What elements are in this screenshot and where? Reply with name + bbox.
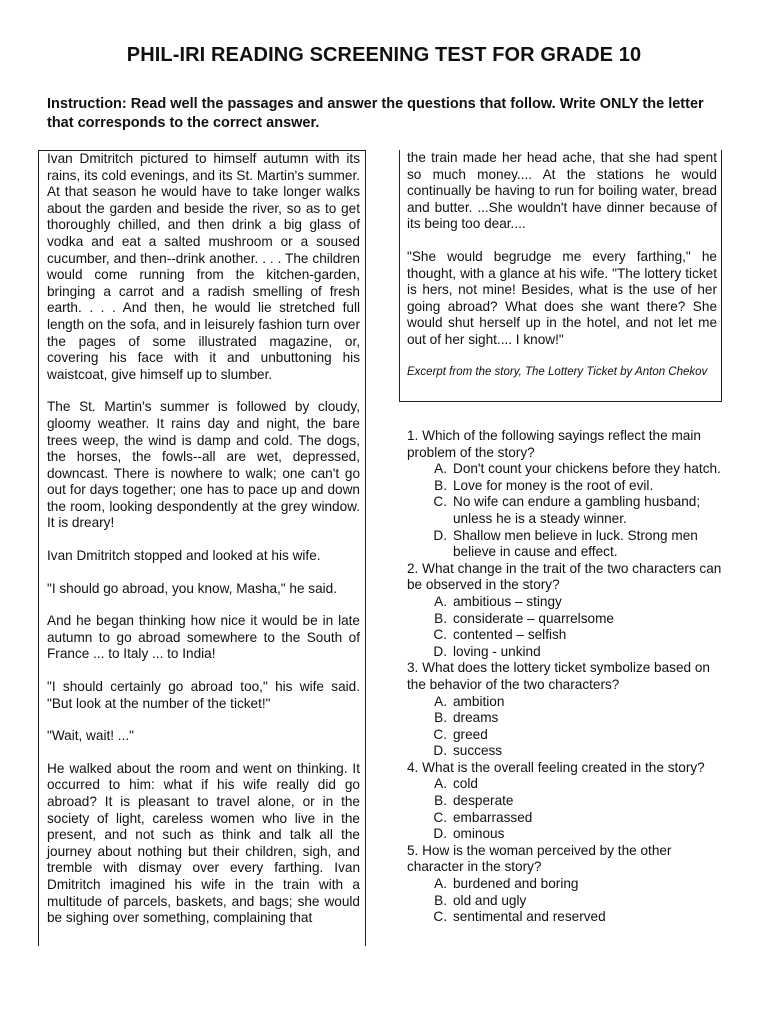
option-text: burdened and boring	[453, 876, 579, 892]
question-stem: 5. How is the woman perceived by the other character in the story?	[407, 842, 672, 875]
option-text: dreams	[453, 710, 499, 726]
answer-option	[407, 494, 725, 527]
answer-options	[407, 876, 725, 926]
passage-paragraph: He walked about the room and went on thinking. It occurred to him: what if his wife really did go abroad? It is pleasant to travel alone, or in the society of light, careless women who live in the present, and not such as think and talk all the journey about nothing but their children, sigh, and tremble with dismay over every farthing. Ivan Dmitritch imagined his wife in the train with a multitude of parcels, baskets, and bags; she would be sighing over something, complaining that	[47, 760, 360, 926]
page-title: PHIL-IRI READING SCREENING TEST FOR GRADE 10	[126, 44, 642, 66]
option-text: contented – selfish	[453, 627, 567, 643]
answer-option	[407, 528, 725, 561]
option-letter: B.	[434, 892, 447, 908]
question-stem: 2. What change in the trait of the two characters can be observed in the story?	[407, 560, 722, 593]
option-letter: A.	[434, 593, 447, 609]
answer-option	[407, 826, 725, 843]
passage-paragraph: "Wait, wait! ..."	[47, 728, 134, 744]
passage-paragraph: And he began thinking how nice it would be in late autumn to go abroad somewhere to the South of France ... to Italy ... to India!	[47, 613, 360, 662]
answer-options	[407, 776, 725, 842]
answer-option	[407, 478, 725, 495]
answer-option	[407, 776, 725, 793]
option-letter: C.	[433, 627, 447, 643]
option-text: loving - unkind	[453, 643, 541, 659]
question-block	[407, 428, 725, 561]
excerpt-citation: Excerpt from the story, The Lottery Ticket by Anton Chekov	[407, 365, 708, 378]
option-text: success	[453, 743, 503, 759]
option-text: desperate	[453, 793, 514, 809]
answer-options	[407, 694, 725, 760]
answer-option	[407, 893, 725, 910]
option-letter: B.	[434, 710, 447, 726]
answer-option	[407, 793, 725, 810]
answer-option	[407, 810, 725, 827]
passage-paragraph: Ivan Dmitritch stopped and looked at his wife.	[47, 548, 321, 564]
option-letter: A.	[434, 876, 447, 892]
option-text: ambition	[453, 693, 505, 709]
instruction-text: Instruction: Read well the passages and answer the questions that follow. Write ONLY the letter that corresponds to the correct answer.	[47, 96, 704, 131]
answer-option	[407, 594, 725, 611]
option-text: Love for money is the root of evil.	[453, 477, 654, 493]
option-text: Shallow men believe in luck. Strong men believe in cause and effect.	[453, 527, 698, 560]
answer-options	[407, 461, 725, 561]
option-letter: B.	[434, 477, 447, 493]
answer-option	[407, 909, 725, 926]
questions-section	[407, 428, 725, 926]
option-letter: B.	[434, 793, 447, 809]
option-text: No wife can endure a gambling husband; unless he is a steady winner.	[453, 494, 701, 526]
question-block	[407, 561, 725, 661]
option-letter: D.	[433, 826, 447, 842]
answer-option	[407, 694, 725, 711]
option-letter: B.	[434, 610, 447, 626]
option-text: old and ugly	[453, 892, 527, 908]
option-letter: C.	[433, 494, 447, 510]
option-letter: A.	[434, 776, 447, 792]
answer-options	[407, 594, 725, 660]
option-text: embarrassed	[453, 809, 533, 825]
question-stem: 3. What does the lottery ticket symbolize based on the behavior of the two characters?	[407, 660, 710, 692]
option-letter: D.	[433, 743, 447, 759]
answer-option	[407, 743, 725, 760]
question-block	[407, 843, 725, 926]
passage-paragraph: The St. Martin's summer is followed by cloudy, gloomy weather. It rains day and night, the bare trees weep, the wind is damp and cold. The dogs, the horses, the fowls--all are wet, depressed, downcast. There is nowhere to walk; one can't go out for days together; one has to pace up and down the room, looking despondently at the grey window. It is dreary!	[47, 399, 360, 531]
option-text: sentimental and reserved	[453, 909, 606, 925]
option-letter: D.	[433, 643, 447, 659]
passage-paragraph: "I should certainly go abroad too," his wife said. "But look at the number of the ticket!"	[47, 679, 360, 711]
answer-option	[407, 611, 725, 628]
option-text: Don't count your chickens before they hatch.	[453, 461, 721, 477]
answer-option	[407, 644, 725, 661]
option-text: ambitious – stingy	[453, 593, 562, 609]
passage-right-column	[399, 150, 722, 402]
passage-paragraph: the train made her head ache, that she had spent so much money.... At the stations he would continually be having to run for boiling water, bread and butter. ...She wouldn't have dinner because of its being too dear....	[407, 150, 717, 232]
option-letter: C.	[433, 809, 447, 825]
option-text: greed	[453, 726, 488, 742]
answer-option	[407, 627, 725, 644]
option-letter: A.	[434, 693, 447, 709]
question-block	[407, 760, 725, 843]
option-text: considerate – quarrelsome	[453, 610, 614, 626]
passage-left-column	[38, 150, 366, 946]
passage-paragraph: Ivan Dmitritch pictured to himself autumn with its rains, its cold evenings, and its St. Martin's summer. At that season he would have to take longer walks about the garden and beside the river, so as to get thoroughly chilled, and then drink a big glass of vodka and eat a salted mushroom or a soused cucumber, and then--drink another. . . . The children would come running from the kitchen-garden, bringing a carrot and a radish smelling of fresh earth. . . . And then, he would lie stretched full length on the sofa, and in leisurely fashion turn over the pages of some illustrated magazine, or, covering his face with it and unbuttoning his waistcoat, give himself up to slumber.	[47, 151, 360, 382]
passage-paragraph: "I should go abroad, you know, Masha," he said.	[47, 580, 338, 596]
question-stem: 4. What is the overall feeling created in the story?	[407, 759, 705, 775]
answer-option	[407, 727, 725, 744]
option-text: cold	[453, 776, 478, 792]
option-text: ominous	[453, 826, 505, 842]
question-stem: 1. Which of the following sayings reflect the main problem of the story?	[407, 428, 701, 460]
option-letter: C.	[433, 726, 447, 742]
option-letter: D.	[433, 527, 447, 543]
answer-option	[407, 710, 725, 727]
answer-option	[407, 876, 725, 893]
question-block	[407, 660, 725, 760]
passage-paragraph: "She would begrudge me every farthing," he thought, with a glance at his wife. "The lottery ticket is hers, not mine! Besides, what is the use of her going abroad? What does she want there? She would shut herself up in the hotel, and not let me out of her sight.... I know!"	[407, 248, 717, 347]
option-letter: C.	[433, 909, 447, 925]
answer-option	[407, 461, 725, 478]
option-letter: A.	[434, 461, 447, 477]
